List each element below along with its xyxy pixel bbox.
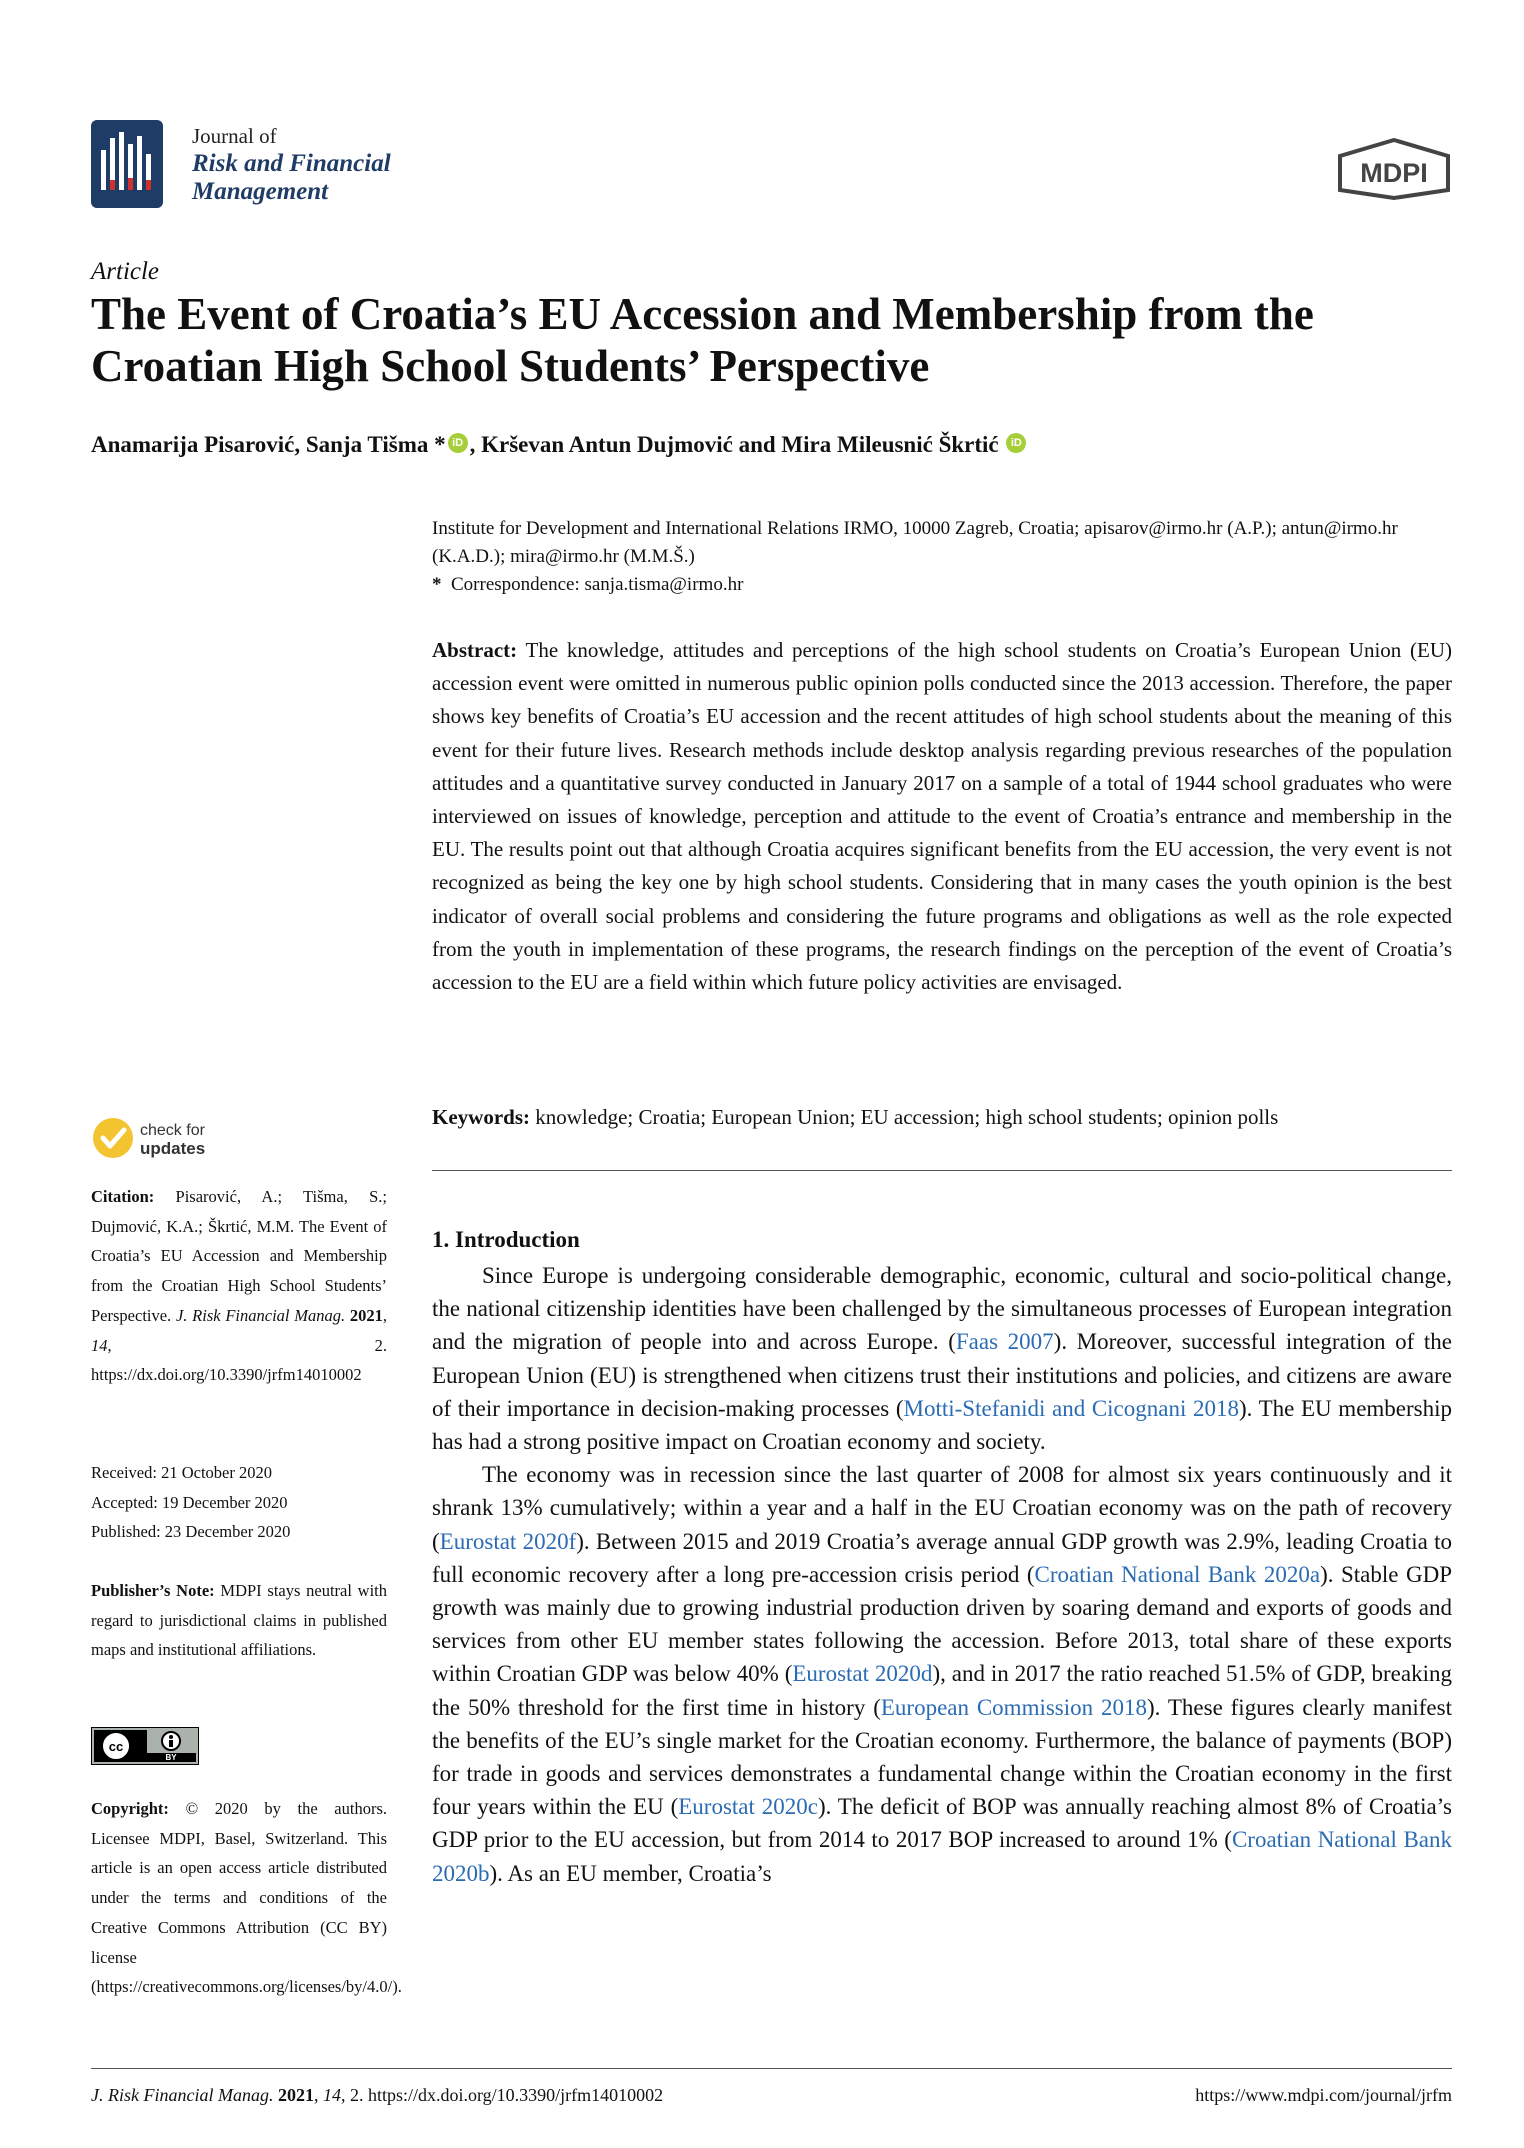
dates-block [91,1458,387,1547]
authors-part1: Anamarija Pisarović, Sanja Tišma * [91,432,446,457]
copyright-block [91,1794,402,2002]
mdpi-logo-text: MDPI [1360,158,1428,188]
citation-block: Citation: Pisarović, A.; Tišma, S.; Dujmović, K.A.; Škrtić, M.M. The Event of Croatia’s EU Accession and Membership from the Croatian High School Students’ Perspective. J. Risk Financial Manag. 2021, 14, 2. https://dx.doi.org/10.3390/jrfm14010002 [91,1187,388,1385]
citation-link[interactable]: Eurostat 2020d [792,1661,933,1687]
citation-label: Citation: [91,1187,155,1206]
check-for-updates-badge[interactable] [91,1116,231,1160]
citation-link[interactable]: Eurostat 2020c [678,1794,818,1820]
journal-title-line1: Risk and Financial [192,150,391,177]
svg-text:cc: cc [108,1739,124,1754]
orcid-icon[interactable]: iD [448,433,468,453]
section-heading: 1. Introduction [432,1227,580,1252]
citation-text: Pisarović, A.; Tišma, S.; Dujmović, K.A.; Škrtić, M.M. The Event of Croatia’s EU Accession and Membership from the Croatian High School Students’ Perspective. [91,1187,387,1325]
journal-name [192,122,391,206]
copyright-label: Copyright: [91,1799,169,1818]
article-title: The Event of Croatia’s EU Accession and Membership from the Croatian High School Students’ Perspective [91,289,1314,391]
correspondence: * Correspondence: sanja.tisma@irmo.hr [432,574,744,595]
citation-link[interactable]: Croatian National Bank 2020a [1034,1561,1321,1587]
section-divider [432,1170,1452,1171]
keywords [432,1102,1452,1132]
cc-by-license-icon[interactable] [91,1727,199,1765]
check-for-label: check for [140,1122,205,1139]
citation-link[interactable]: Croatian National Bank 2020b [432,1827,1452,1886]
footer-citation: J. Risk Financial Manag. 2021, 14, 2. https://dx.doi.org/10.3390/jrfm14010002 [91,2085,664,2105]
footer-divider [91,2068,1452,2069]
affiliations [432,515,1452,599]
received-date: Received: 21 October 2020 [91,1463,272,1482]
published-date: Published: 23 December 2020 [91,1522,291,1542]
publisher-note [91,1576,387,1665]
article-type: Article [91,258,160,285]
journal-title-line2: Management [192,178,329,205]
copyright-text: © 2020 by the authors. Licensee MDPI, Basel, Switzerland. This article is an open access article distributed under the terms and conditions of the Creative Commons Attribution (CC BY) license (https://creativecommons.org/licenses/by/4.0/). [91,1799,402,1997]
mdpi-logo-icon [1334,138,1454,200]
cc-by-text: BY [165,1753,177,1762]
updates-label: updates [140,1139,206,1158]
journal-logo-icon [91,120,163,208]
citation-link[interactable]: European Commission 2018 [880,1694,1148,1720]
orcid-icon[interactable]: iD [1006,433,1026,453]
publisher-note-text: MDPI stays neutral with regard to jurisdictional claims in published maps and institutional affiliations. [91,1581,388,1660]
paragraph: Since Europe is undergoing considerable demographic, economic, cultural and socio-political change, the national citizenship identities have been challenged by the simultaneous processes of European integration and the migration of people into and across Europe. (Faas 2007). Moreover, successful integration of the European Union (EU) is strengthened when citizens trust their institutions and policies, and citizens are aware of their importance in decision-making processes (Motti-Stefanidi and Cicognani 2018). The EU membership has had a strong positive impact on Croatian economy and society. [432,1263,1452,1455]
paragraph: The economy was in recession since the last quarter of 2008 for almost six years continuously and it shrank 13% cumulatively; within a year and a half in the EU Croatian economy was on the path of recovery (Eurostat 2020f). Between 2015 and 2019 Croatia’s average annual GDP growth was 2.9%, leading Croatia to full economic recovery after a long pre-accession crisis period (Croatian National Bank 2020a). Stable GDP growth was mainly due to growing industrial production driven by soaring demand and exports of goods and services from other EU member states following the accession. Before 2013, total share of these exports within Croatian GDP was below 40% (Eurostat 2020d), and in 2017 the ratio reached 51.5% of GDP, breaking the 50% threshold for the first time in history (European Commission 2018). These figures clearly manifest the benefits of the EU’s single market for the Croatian economy. Furthermore, the balance of payments (BOP) for trade in goods and services demonstrates a fundamental change within the Croatian economy in the first four years within the EU (Eurostat 2020c). The deficit of BOP was annually reaching almost 8% of Croatia’s GDP prior to the EU accession, but from 2014 to 2017 BOP increased to around 1% (Croatian National Bank 2020b). As an EU member, Croatia’s [432,1462,1453,1886]
author-list [91,432,1028,458]
abstract-text: The knowledge, attitudes and perceptions of the high school students on Croatia’s European Union (EU) accession event were omitted in numerous public opinion polls conducted since the 2013 accession. Therefore, the paper shows key benefits of Croatia’s EU accession and the recent attitudes of high school students about the meaning of this event for their future lives. Research methods include desktop analysis regarding previous researches of the population attitudes and a quantitative survey conducted in January 2017 on a sample of a total of 1944 school graduates who were interviewed on issues of knowledge, perception and attitude to the event of Croatia’s entrance and membership in the EU. The results point out that although Croatia acquires significant benefits from the EU accession, the very event is not recognized as being the key one by high school students. Considering that in many cases the youth opinion is the best indicator of overall social problems and considering the future programs and obligations as well as the role expected from the youth in implementation of these programs, the research findings on the perception of the event of Croatia’s accession to the EU are a field within which future policy activities are envisaged. [432,638,1452,995]
citation-link[interactable]: Eurostat 2020f [439,1528,577,1554]
citation-link[interactable]: Motti-Stefanidi and Cicognani 2018 [903,1395,1239,1421]
abstract [432,634,1452,999]
body-text [432,1259,1452,1890]
keywords-label: Keywords: [432,1105,530,1129]
affiliation-1: Institute for Development and International Relations IRMO, 10000 Zagreb, Croatia; apisarov@irmo.hr (A.P.); antun@irmo.hr (K.A.D.); mira@irmo.hr (M.M.Š.) [432,518,1398,567]
accepted-date: Accepted: 19 December 2020 [91,1492,288,1512]
keywords-text: knowledge; Croatia; European Union; EU accession; high school students; opinion polls [535,1105,1279,1129]
citation-link[interactable]: Faas 2007 [955,1329,1054,1355]
journal-of-label: Journal of [192,124,277,148]
abstract-label: Abstract: [432,638,518,662]
authors-part2: , Krševan Antun Dujmović and Mira Mileusnić Škrtić [469,432,999,457]
footer-journal-url[interactable]: https://www.mdpi.com/journal/jrfm [1195,2085,1452,2105]
publisher-note-label: Publisher’s Note: [91,1581,215,1600]
